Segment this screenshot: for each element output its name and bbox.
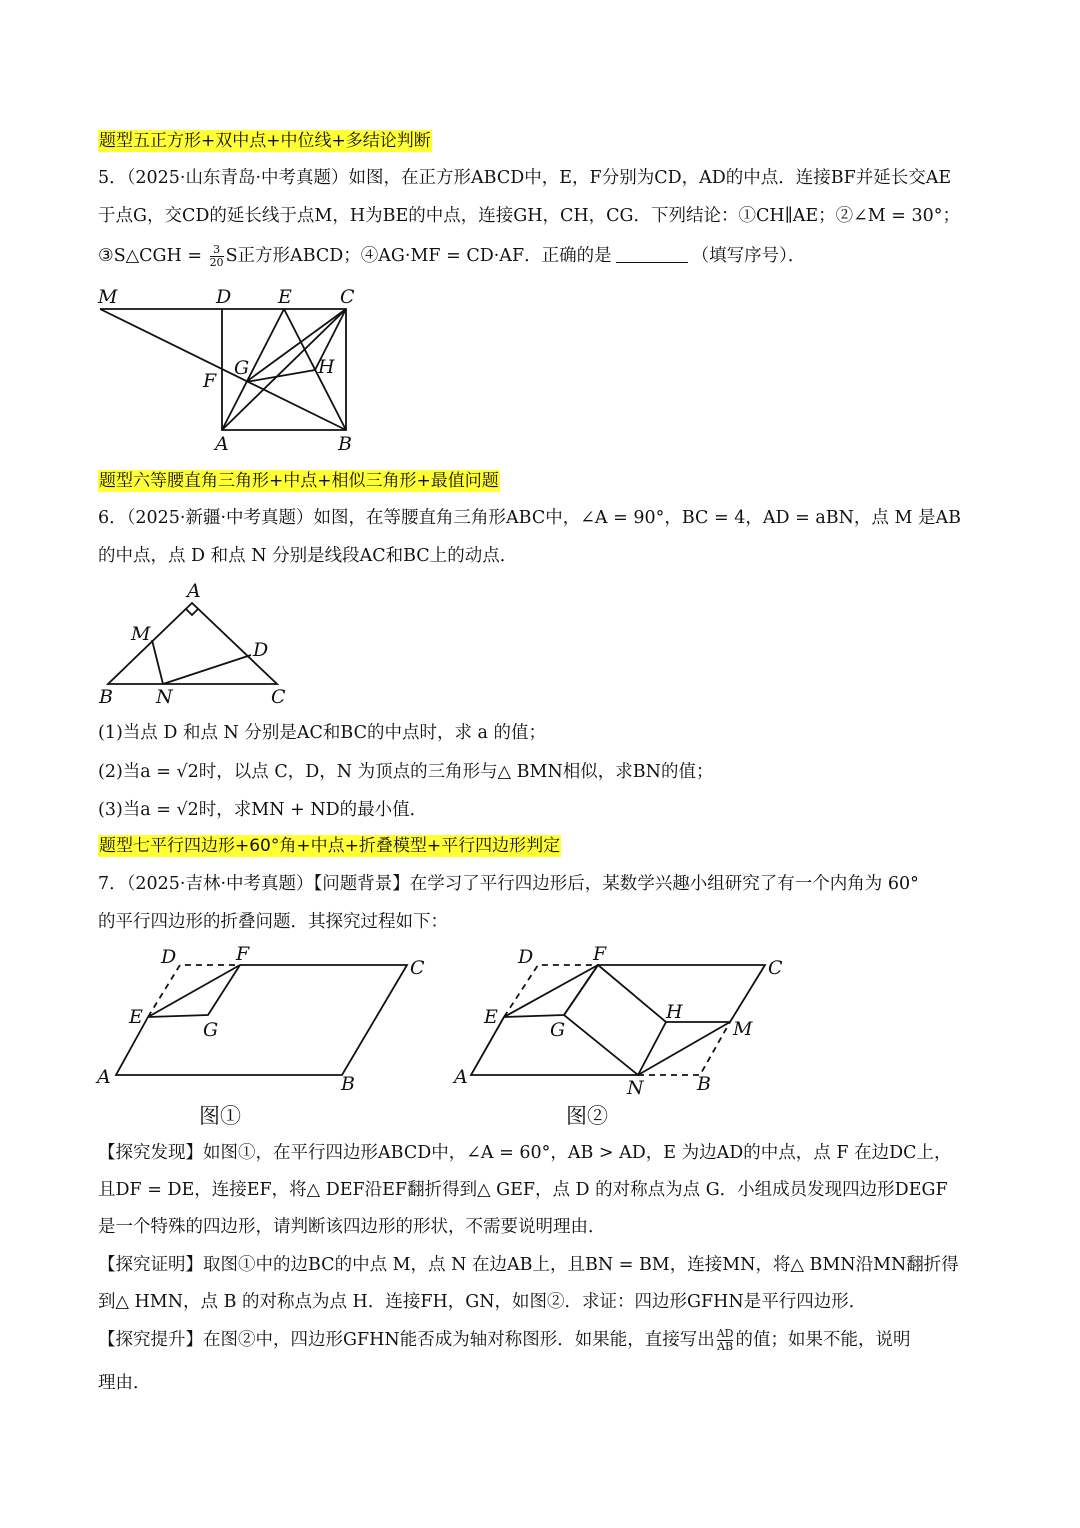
label-g: G bbox=[550, 1019, 566, 1041]
label-d: D bbox=[216, 286, 232, 308]
q7-p1b: 且DF = DE，连接EF，将△ DEF沿EF翻折得到△ GEF，点 D 的对称点为点 G．小组成员发现四边形DEGF bbox=[98, 1180, 948, 1200]
label-f: F bbox=[203, 370, 217, 392]
label-c: C bbox=[340, 286, 355, 308]
label-c: C bbox=[410, 957, 425, 979]
line-ae bbox=[222, 309, 284, 430]
q5-heading: 题型五正方形+双中点+中位线+多结论判断 bbox=[99, 131, 431, 151]
label-n: N bbox=[627, 1077, 644, 1099]
label-f: F bbox=[236, 943, 250, 965]
q5-figure bbox=[90, 282, 380, 457]
label-a: A bbox=[97, 1066, 111, 1088]
q5-line3b: S正方形ABCD；④AG·MF = CD·AF．正确的是 bbox=[225, 246, 612, 266]
quad-gfhn bbox=[564, 965, 666, 1075]
label-a: A bbox=[454, 1066, 468, 1088]
label-m: M bbox=[131, 623, 151, 645]
q6-sub1: (1)当点 D 和点 N 分别是AC和BC的中点时，求 a 的值； bbox=[98, 723, 547, 743]
q5-line3 bbox=[98, 243, 805, 269]
answer-blank bbox=[616, 244, 688, 263]
line-ef bbox=[148, 965, 240, 1017]
label-d: D bbox=[161, 946, 177, 968]
label-b: B bbox=[341, 1073, 355, 1095]
q5-line1: 5．（2025·山东青岛·中考真题）如图，在正方形ABCD中，E，F分别为CD，AD的中点．连接BF并延长交AE bbox=[98, 168, 952, 188]
line-mb bbox=[100, 309, 346, 430]
label-e: E bbox=[278, 286, 292, 308]
label-b: B bbox=[338, 433, 352, 455]
label-g: G bbox=[203, 1019, 219, 1041]
q5-line3c: （填写序号）． bbox=[691, 246, 806, 266]
q7-line1: 7．（2025·吉林·中考真题）【问题背景】在学习了平行四边形后，某数学兴趣小组研究了有一个内角为 60° bbox=[98, 874, 919, 894]
q7-p3b: 的值；如果不能，说明 bbox=[735, 1330, 911, 1350]
q5-line3a: ③S△CGH = bbox=[98, 246, 208, 266]
q7-p1a: 【探究发现】如图①，在平行四边形ABCD中，∠A = 60°，AB > AD，E 为边AD的中点，点 F 在边DC上， bbox=[98, 1143, 952, 1163]
label-b: B bbox=[697, 1073, 711, 1095]
line-mn bbox=[152, 640, 163, 684]
q5-fraction: $\frac{3}{20}$ bbox=[209, 243, 224, 269]
q7-p2a: 【探究证明】取图①中的边BC的中点 M，点 N 在边AB上，且BN = BM，连接MN，将△ BMN沿MN翻折得 bbox=[98, 1255, 959, 1275]
q6-sub2: (2)当a = √2时，以点 C，D，N 为顶点的三角形与△ BMN相似，求BN的值； bbox=[98, 762, 714, 782]
q7-p1c: 是一个特殊的四边形，请判断该四边形的形状，不需要说明理由． bbox=[98, 1217, 606, 1237]
q6-line1: 6．（2025·新疆·中考真题）如图，在等腰直角三角形ABC中，∠A = 90°，BC = 4，AD = aBN，点 M 是AB bbox=[98, 508, 961, 528]
label-h: H bbox=[318, 356, 335, 378]
label-m: M bbox=[733, 1018, 753, 1040]
q7-fraction: $\frac{AD}{AB}$ bbox=[716, 1327, 734, 1353]
label-a: A bbox=[187, 580, 201, 602]
label-g: G bbox=[234, 357, 250, 379]
q6-sub3: (3)当a = √2时，求MN + ND的最小值． bbox=[98, 800, 428, 820]
label-m: M bbox=[98, 286, 118, 308]
label-d: D bbox=[253, 639, 269, 661]
q7-p3c: 理由． bbox=[98, 1373, 151, 1393]
parallelogram-abcf bbox=[116, 965, 407, 1075]
label-c: C bbox=[768, 957, 783, 979]
label-n: N bbox=[156, 686, 173, 708]
q6-figure bbox=[95, 575, 295, 710]
fig1-caption: 图① bbox=[199, 1104, 241, 1128]
label-b: B bbox=[99, 686, 113, 708]
label-h: H bbox=[666, 1001, 683, 1023]
line-ef bbox=[504, 965, 598, 1017]
label-d: D bbox=[518, 946, 534, 968]
label-f: F bbox=[593, 943, 607, 965]
q6-heading: 题型六等腰直角三角形+中点+相似三角形+最值问题 bbox=[99, 471, 499, 491]
label-a: A bbox=[215, 433, 229, 455]
fig2-caption: 图② bbox=[566, 1104, 608, 1128]
label-c: C bbox=[271, 686, 286, 708]
q6-line2: 的中点，点 D 和点 N 分别是线段AC和BC上的动点． bbox=[98, 546, 518, 566]
q7-figure-2 bbox=[450, 940, 790, 1130]
q7-p2b: 到△ HMN，点 B 的对称点为点 H．连接FH，GN，如图②．求证：四边形GFHN是平行四边形． bbox=[98, 1292, 867, 1312]
q7-p3a: 【探究提升】在图②中，四边形GFHN能否成为轴对称图形．如果能，直接写出 bbox=[98, 1330, 715, 1350]
label-e: E bbox=[129, 1006, 143, 1028]
q5-line2: 于点G，交CD的延长线于点M，H为BE的中点，连接GH，CH，CG．下列结论：①CH∥AE；②∠M = 30°； bbox=[98, 206, 961, 226]
right-angle-mark bbox=[186, 609, 198, 615]
q7-heading: 题型七平行四边形+60°角+中点+折叠模型+平行四边形判定 bbox=[99, 836, 561, 856]
line-nd bbox=[163, 655, 251, 684]
q7-figure-1 bbox=[95, 940, 440, 1130]
q7-p3 bbox=[98, 1327, 910, 1353]
q7-line2: 的平行四边形的折叠问题．其探究过程如下： bbox=[98, 912, 448, 932]
label-e: E bbox=[484, 1006, 498, 1028]
